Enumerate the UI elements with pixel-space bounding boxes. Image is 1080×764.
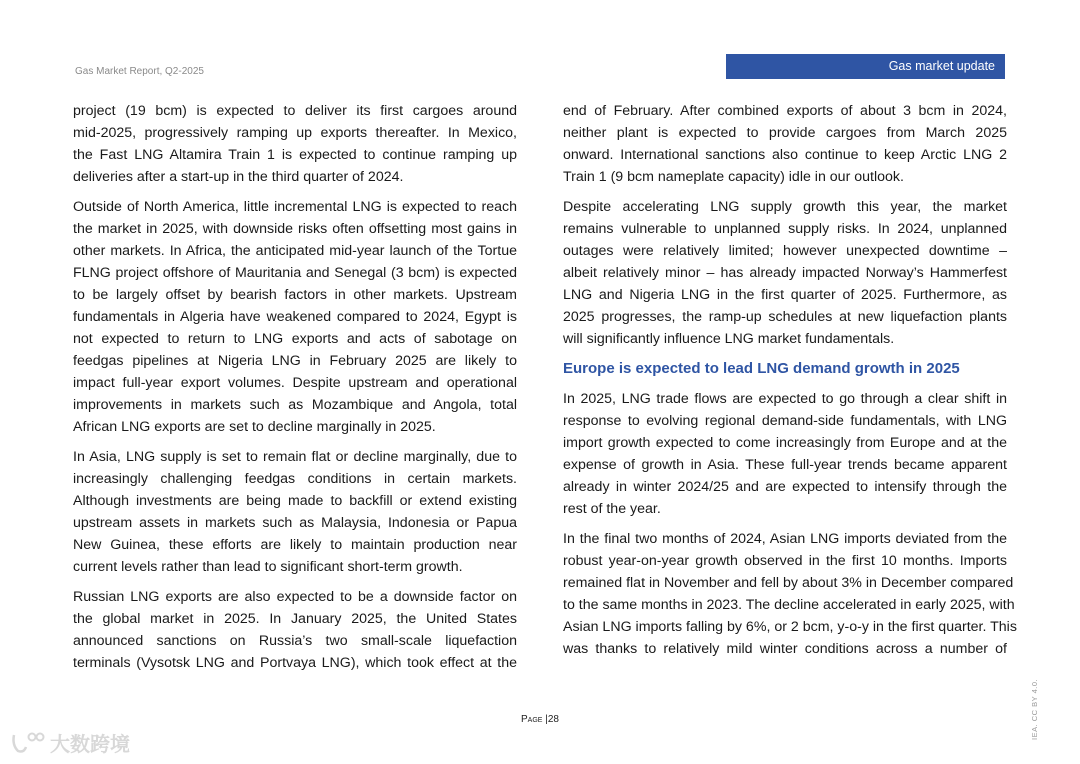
text-line: deliveries after a start-up in the third quarter of 2024.	[73, 169, 404, 185]
paragraph	[73, 586, 517, 674]
text-line: response to evolving regional demand-side fundamentals, with LNG	[563, 413, 1007, 429]
text-line: current levels rather than lead to significant short-term growth.	[73, 559, 463, 575]
text-line: feedgas pipelines at Nigeria LNG in February 2025 are likely to	[73, 353, 517, 369]
text-line: the global market in 2025. In January 2025, the United States	[73, 611, 517, 627]
text-line: outages were relatively limited; however unexpected downtime –	[563, 243, 1007, 259]
paragraph	[563, 196, 1007, 350]
text-line: impact full-year export volumes. Despite upstream and operational	[73, 375, 517, 391]
text-line: Train 1 (9 bcm nameplate capacity) idle in our outlook.	[563, 169, 904, 185]
text-line: terminals (Vysotsk LNG and Portvaya LNG), which took effect at the	[73, 655, 517, 671]
text-line: the Fast LNG Altamira Train 1 is expected to continue ramping up	[73, 147, 517, 163]
text-line: not expected to return to LNG exports and acts of sabotage on	[73, 331, 517, 347]
text-line: In the final two months of 2024, Asian LNG imports deviated from the	[563, 531, 1007, 547]
paragraph	[563, 388, 1007, 520]
paragraph	[73, 196, 517, 438]
text-line: fundamentals in Algeria have weakened compared to 2024, Egypt is	[73, 309, 517, 325]
text-line: robust year-on-year growth observed in the first 10 months. Imports	[563, 553, 1007, 569]
paragraph	[563, 100, 1007, 188]
watermark	[10, 728, 130, 757]
text-line: LNG and Nigeria LNG in the first quarter of 2025. Furthermore, as	[563, 287, 1007, 303]
text-line: In 2025, LNG trade flows are expected to go through a clear shift in	[563, 391, 1007, 407]
text-line: improvements in markets such as Mozambique and Angola, total	[73, 397, 517, 413]
text-line: Despite accelerating LNG supply growth this year, the market	[563, 199, 1007, 215]
text-line: African LNG exports are set to decline marginally in 2025.	[73, 419, 436, 435]
text-line: import growth expected to come increasingly from Europe and at the	[563, 435, 1007, 451]
text-line: increasingly challenging feedgas conditions in certain markets.	[73, 471, 517, 487]
text-line: was thanks to relatively mild winter conditions across a number of	[563, 641, 1007, 657]
license-note: IEA. CC BY 4.0.	[1030, 678, 1039, 740]
watermark-text: 大数跨境	[50, 734, 130, 756]
text-line: onward. International sanctions also continue to keep Arctic LNG 2	[563, 147, 1007, 163]
page-label: Page	[521, 714, 543, 725]
text-line: expense of growth in Asia. These full-year trends became apparent	[563, 457, 1007, 473]
text-line: Asian LNG imports falling by 6%, or 2 bcm, y-o-y in the first quarter. This	[563, 619, 1017, 635]
report-title: Gas Market Report, Q2-2025	[75, 66, 204, 77]
text-line: project (19 bcm) is expected to deliver its first cargoes around	[73, 103, 517, 119]
watermark-logo-icon	[10, 731, 46, 755]
text-line: already in winter 2024/25 and are expected to intensify through the	[563, 479, 1007, 495]
paragraph	[73, 446, 517, 578]
text-line: upstream assets in markets such as Malaysia, Indonesia or Papua	[73, 515, 517, 531]
text-line: 2025 progresses, the ramp-up schedules at new liquefaction plants	[563, 309, 1007, 325]
section-banner: Gas market update	[726, 54, 1005, 79]
text-line: Although investments are being made to backfill or extend existing	[73, 493, 517, 509]
text-line: New Guinea, these efforts are likely to maintain production near	[73, 537, 517, 553]
paragraph	[563, 528, 1017, 660]
section-heading: Europe is expected to lead LNG demand growth in 2025	[563, 360, 960, 377]
text-line: Russian LNG exports are also expected to be a downside factor on	[73, 589, 517, 605]
text-line: FLNG project offshore of Mauritania and Senegal (3 bcm) is expected	[73, 265, 517, 281]
text-line: end of February. After combined exports of about 3 bcm in 2024,	[563, 103, 1007, 119]
text-line: rest of the year.	[563, 501, 661, 517]
text-line: remains vulnerable to unplanned supply risks. In 2024, unplanned	[563, 221, 1007, 237]
text-line: the market in 2025, with downside risks often offsetting most gains in	[73, 221, 517, 237]
text-line: albeit relatively minor – has already impacted Norway’s Hammerfest	[563, 265, 1007, 281]
page-separator: |	[545, 714, 548, 725]
text-line: announced sanctions on Russia’s two small-scale liquefaction	[73, 633, 517, 649]
text-line: mid-2025, progressively ramping up exports thereafter. In Mexico,	[73, 125, 517, 141]
text-line: will significantly influence LNG market fundamentals.	[563, 331, 895, 347]
text-line: Outside of North America, little incremental LNG is expected to reach	[73, 199, 517, 215]
left-column	[73, 100, 517, 682]
page-number: 28	[547, 714, 559, 725]
paragraph	[73, 100, 517, 188]
page-footer	[0, 714, 1080, 725]
text-line: In Asia, LNG supply is set to remain flat or decline marginally, due to	[73, 449, 517, 465]
right-column	[563, 100, 1017, 668]
text-line: neither plant is expected to provide cargoes from March 2025	[563, 125, 1007, 141]
text-line: remained flat in November and fell by about 3% in December compared	[563, 575, 1014, 591]
text-line: other markets. In Africa, the anticipated mid-year launch of the Tortue	[73, 243, 517, 259]
text-line: to be largely offset by bearish factors in other markets. Upstream	[73, 287, 517, 303]
text-line: to the same months in 2023. The decline accelerated in early 2025, with	[563, 597, 1015, 613]
